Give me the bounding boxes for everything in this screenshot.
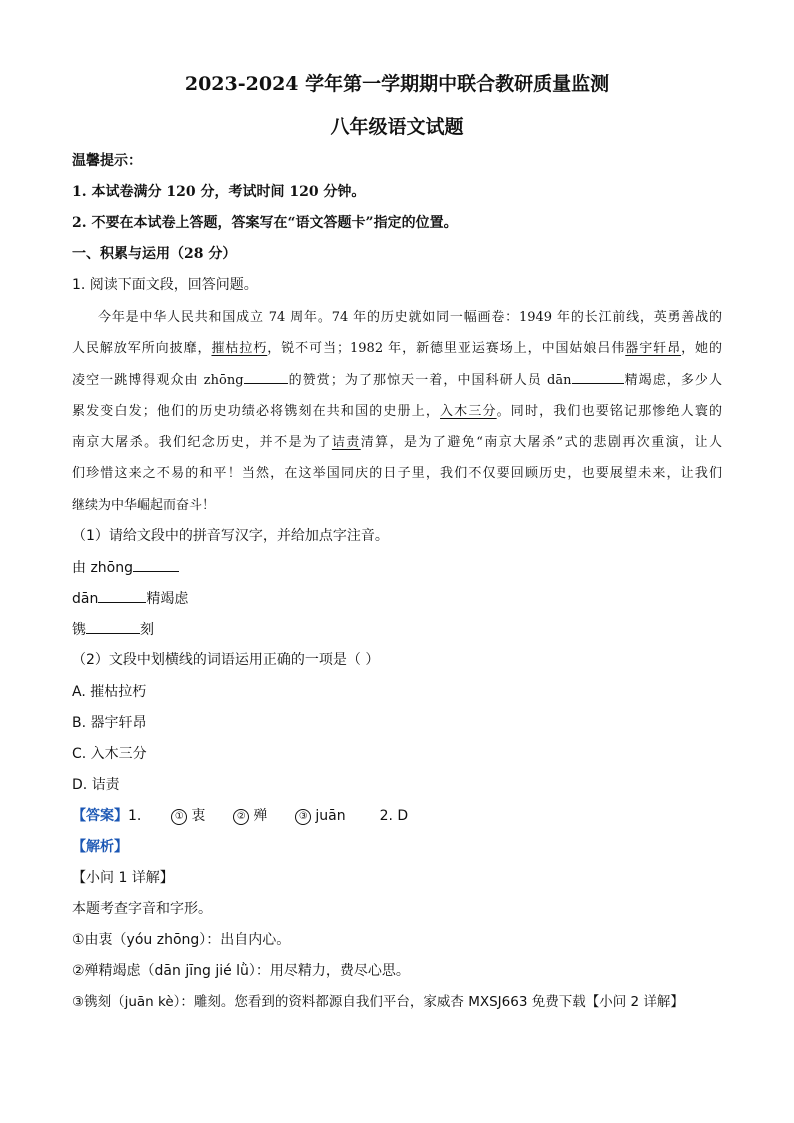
analysis-explanation-2: ②殚精竭虑（dān jīng jié lǜ）：用尽精力，费尽心思。 bbox=[72, 963, 410, 979]
answer-blank bbox=[133, 557, 179, 572]
passage-line: 累发变白发；他们的历史功绩必将镌刻在共和国的史册上，入木三分。同时，我们也要铭记那惨绝人寰的 bbox=[72, 403, 722, 419]
answer-blank bbox=[86, 619, 140, 634]
circled-number: ① bbox=[171, 809, 187, 825]
analysis-tag: 【解析】 bbox=[72, 839, 128, 855]
analysis-sub-heading: 【小问 1 详解】 bbox=[72, 870, 174, 886]
passage-line: 南京大屠杀。我们纪念历史，并不是为了诘责清算，是为了避免“南京大屠杀”式的悲剧再次重演，让人 bbox=[72, 435, 722, 451]
fill-blank-2: dān 精竭虑 bbox=[72, 588, 188, 609]
option-b: B. 器宇轩昂 bbox=[72, 715, 147, 731]
option-c: C. 入木三分 bbox=[72, 746, 147, 762]
passage-blank bbox=[244, 369, 288, 384]
passage-blank bbox=[572, 369, 624, 384]
fill-blank-3: 镌 刻 bbox=[72, 619, 154, 640]
answer-tag: 【答案】 bbox=[72, 808, 128, 824]
analysis-explanation-1: ①由衷（yóu zhōng）：出自内心。 bbox=[72, 932, 291, 948]
passage-line: 人民解放军所向披靡，摧枯拉朽，锐不可当；1982 年，新德里亚运赛场上，中国姑娘吕伟器宇轩昂，她的 bbox=[72, 341, 722, 357]
option-a: A. 摧枯拉朽 bbox=[72, 684, 147, 700]
underlined-phrase: 器宇轩昂 bbox=[625, 341, 682, 357]
answer-blank bbox=[98, 588, 146, 603]
question-1-stem: 1. 阅读下面文段，回答问题。 bbox=[72, 277, 258, 293]
passage-line: 继续为中华崛起而奋斗！ bbox=[72, 497, 216, 513]
notice-item-1: 1. 本试卷满分 120 分，考试时间 120 分钟。 bbox=[72, 184, 366, 200]
analysis-explanation-3: ③镌刻（juān kè）：雕刻。您看到的资料都源自我们平台，家威杏 MXSJ663 免费下载【小问 2 详解】 bbox=[72, 994, 684, 1010]
passage-line: 今年是中华人民共和国成立 74 周年。74 年的历史就如同一幅画卷：1949 年的长江前线，英勇善战的 bbox=[98, 310, 722, 325]
exam-subtitle: 八年级语文试题 bbox=[330, 116, 464, 138]
underlined-phrase: 摧枯拉朽 bbox=[211, 341, 268, 357]
answer-line: 【答案】1. ① 衷 ② 殚 ③ juān 2. D bbox=[72, 808, 409, 824]
sub-question-2-prompt: （2）文段中划横线的词语运用正确的一项是（ ） bbox=[72, 652, 380, 668]
sub-question-1-prompt: （1）请给文段中的拼音写汉字，并给加点字注音。 bbox=[72, 528, 389, 544]
analysis-intro: 本题考查字音和字形。 bbox=[72, 901, 212, 917]
circled-number: ③ bbox=[295, 809, 311, 825]
notice-heading: 温馨提示： bbox=[72, 153, 142, 169]
notice-item-2: 2. 不要在本试卷上答题，答案写在“语文答题卡”指定的位置。 bbox=[72, 215, 458, 231]
circled-number: ② bbox=[233, 809, 249, 825]
option-d: D. 诘责 bbox=[72, 777, 120, 793]
section-heading: 一、积累与运用（28 分） bbox=[72, 246, 237, 262]
passage-line: 们珍惜这来之不易的和平！当然，在这举国同庆的日子里，我们不仅要回顾历史，也要展望未来，让我们 bbox=[72, 466, 722, 482]
underlined-phrase: 诘责 bbox=[331, 435, 361, 451]
fill-blank-1: 由 zhōng bbox=[72, 557, 179, 578]
passage-line: 凌空一跳博得观众由 zhōng 的赞赏；为了那惊天一着，中国科研人员 dān 精竭虑，多少人 bbox=[72, 365, 722, 396]
underlined-phrase: 入木三分 bbox=[440, 403, 497, 419]
reading-passage bbox=[72, 302, 722, 521]
exam-title: 2023-2024 学年第一学期期中联合教研质量监测 bbox=[184, 73, 610, 95]
